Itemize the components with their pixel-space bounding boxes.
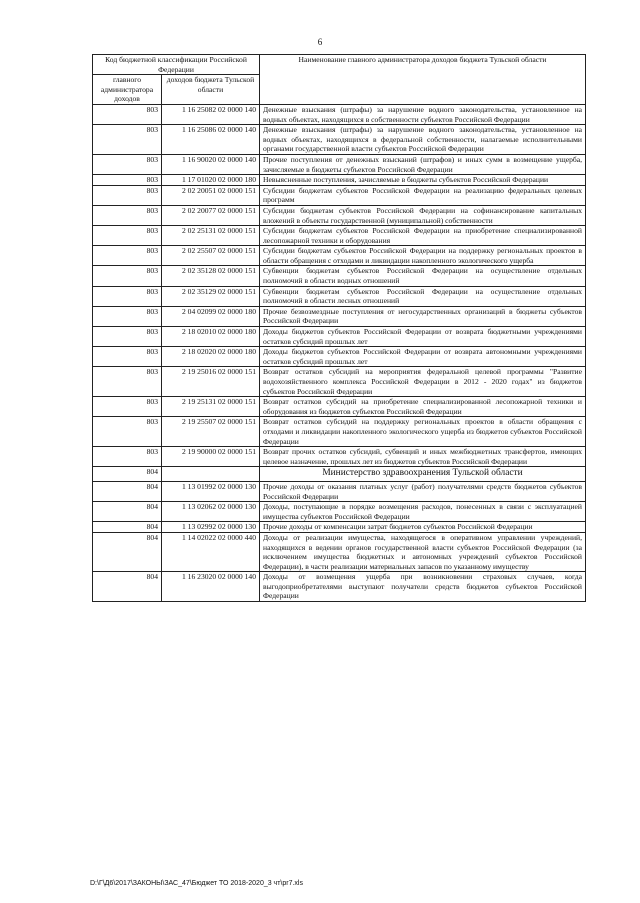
page-number: 6 [317,37,323,47]
table-row [93,205,586,225]
admin-code-cell: 804 [93,481,162,501]
table-row [93,417,586,447]
admin-code-cell: 803 [93,367,162,397]
table-row [93,154,586,174]
income-name-cell: Невыясненные поступления, зачисляемые в бюджеты субъектов Российской Федерации [260,175,586,186]
income-code-cell: 1 16 25082 02 0000 140 [162,104,260,124]
admin-code-cell: 804 [93,532,162,571]
header-admin-column: главного администратора доходов [93,75,162,105]
admin-code-cell: 803 [93,266,162,286]
table-row [93,226,586,246]
income-code-cell: 2 18 02010 02 0000 180 [162,327,260,347]
income-name-cell: Доходы бюджетов субъектов Российской Федерации от возврата автономными учреждениями остатков субсидий прошлых лет [260,347,586,367]
income-code-cell: 1 16 25086 02 0000 140 [162,125,260,155]
admin-code-cell: 803 [93,226,162,246]
income-code-cell: 1 16 23020 02 0000 140 [162,572,260,602]
footer-file-path: D:\Г\Д6\2017\ЗАКОНЫ\ЗАС_47\Бюджет ТО 2018-2020_3 чт\pr7.xls [90,880,303,887]
admin-code-cell: 804 [93,467,162,482]
income-name-cell: Возврат остатков субсидий на поддержку региональных проектов в области обращения с отходами и ликвидации накопленного экологического ущерба из бюджетов субъектов Российской Федерации [260,417,586,447]
income-name-cell: Субсидии бюджетам субъектов Российской Федерации на софинансирование капитальных вложений в объекты государственной (муниципальной) собственности [260,205,586,225]
admin-code-cell: 803 [93,154,162,174]
income-name-cell: Субвенции бюджетам субъектов Российской Федерации на осуществление отдельных полномочий в области лесных отношений [260,286,586,306]
income-name-cell: Доходы от возмещения ущерба при возникновении страховых случаев, когда выгодоприобретателями выступают получатели средств бюджетов субъектов Российской Федерации [260,572,586,602]
section-title-cell: Министерство здравоохранения Тульской области [260,467,586,482]
income-code-cell: 2 02 35129 02 0000 151 [162,286,260,306]
table-row [93,367,586,397]
header-code-group: Код бюджетной классификации Российской Федерации [93,55,260,75]
income-code-cell: 2 19 25507 02 0000 151 [162,417,260,447]
admin-code-cell: 803 [93,397,162,417]
table-row [93,125,586,155]
income-code-cell: 2 19 25131 02 0000 151 [162,397,260,417]
admin-code-cell: 803 [93,327,162,347]
admin-code-cell: 803 [93,306,162,326]
admin-code-cell: 803 [93,104,162,124]
table-row [93,572,586,602]
admin-code-cell: 803 [93,246,162,266]
income-code-cell [162,467,260,482]
income-name-cell: Прочие безвозмездные поступления от негосударственных организаций в бюджеты субъектов Российской Федерации [260,306,586,326]
income-name-cell: Субсидии бюджетам субъектов Российской Федерации на поддержку региональных проектов в области обращения с отходами и ликвидации накопленного экологического ущерба [260,246,586,266]
table-row [93,306,586,326]
income-code-cell: 1 13 01992 02 0000 130 [162,481,260,501]
income-name-cell: Возврат остатков субсидий на мероприятия федеральной целевой программы "Развитие водохозяйственного комплекса Российской Федерации в 2012 - 2020 годах" из бюджетов субъектов Российской Федерации [260,367,586,397]
admin-code-cell: 803 [93,286,162,306]
income-name-cell: Прочие поступления от денежных взысканий (штрафов) и иных сумм в возмещение ущерба, зачисляемые в бюджеты субъектов Российской Федерации [260,154,586,174]
income-code-cell: 2 02 25131 02 0000 151 [162,226,260,246]
table-row [93,185,586,205]
table-row [93,522,586,533]
income-code-cell: 1 14 02022 02 0000 440 [162,532,260,571]
income-code-cell: 2 02 20077 02 0000 151 [162,205,260,225]
income-name-cell: Субсидии бюджетам субъектов Российской Федерации на приобретение специализированной лесопожарной техники и оборудования [260,226,586,246]
table-row [93,447,586,467]
income-name-cell: Доходы, поступающие в порядке возмещения расходов, понесенных в связи с эксплуатацией имущества субъектов Российской Федерации [260,502,586,522]
admin-code-cell: 803 [93,347,162,367]
income-code-cell: 2 02 20051 02 0000 151 [162,185,260,205]
table-row [93,502,586,522]
income-name-cell: Возврат остатков субсидий на приобретение специализированной лесопожарной техники и оборудования из бюджетов субъектов Российской Федерации [260,397,586,417]
admin-code-cell: 804 [93,522,162,533]
income-name-cell: Прочие доходы от оказания платных услуг (работ) получателями средств бюджетов субъектов Российской Федерации [260,481,586,501]
admin-code-cell: 803 [93,125,162,155]
header-income-column: доходов бюджета Тульской области [162,75,260,105]
income-name-cell: Доходы бюджетов субъектов Российской Федерации от возврата бюджетными учреждениями остатков субсидий прошлых лет [260,327,586,347]
income-name-cell: Возврат прочих остатков субсидий, субвенций и иных межбюджетных трансфертов, имеющих целевое назначение, прошлых лет из бюджетов субъектов Российской Федерации [260,447,586,467]
admin-code-cell: 803 [93,447,162,467]
budget-classification-table [92,54,586,602]
income-code-cell: 2 02 35128 02 0000 151 [162,266,260,286]
table-row [93,397,586,417]
admin-code-cell: 803 [93,205,162,225]
income-name-cell: Прочие доходы от компенсации затрат бюджетов субъектов Российской Федерации [260,522,586,533]
admin-code-cell: 804 [93,572,162,602]
income-name-cell: Субвенции бюджетам субъектов Российской Федерации на осуществление отдельных полномочий в области водных отношений [260,266,586,286]
income-code-cell: 2 04 02099 02 0000 180 [162,306,260,326]
income-code-cell: 1 16 90020 02 0000 140 [162,154,260,174]
header-name-column: Наименование главного администратора доходов бюджета Тульской области [260,55,586,105]
admin-code-cell: 803 [93,417,162,447]
table-row [93,286,586,306]
section-row [93,467,586,482]
table-row [93,246,586,266]
table-row [93,175,586,186]
income-name-cell: Денежные взыскания (штрафы) за нарушение водного законодательства, установленное на водных объектах, находящихся в собственности субъектов Российской Федерации [260,104,586,124]
income-code-cell: 1 13 02992 02 0000 130 [162,522,260,533]
income-name-cell: Доходы от реализации имущества, находящегося в оперативном управлении учреждений, находящихся в ведении органов государственной власти субъектов Российской Федерации (за исключением имущества бюджетных и автономных учреждений субъектов Российской Федерации), в части реализации материальных запасов по указанному имуществу [260,532,586,571]
admin-code-cell: 803 [93,185,162,205]
income-code-cell: 1 17 01020 02 0000 180 [162,175,260,186]
table-row [93,266,586,286]
admin-code-cell: 804 [93,502,162,522]
table-row [93,532,586,571]
income-name-cell: Субсидии бюджетам субъектов Российской Федерации на реализацию федеральных целевых программ [260,185,586,205]
income-code-cell: 2 02 25507 02 0000 151 [162,246,260,266]
table-row [93,327,586,347]
table-row [93,347,586,367]
income-code-cell: 2 18 02020 02 0000 180 [162,347,260,367]
income-code-cell: 2 19 25016 02 0000 151 [162,367,260,397]
table-row [93,481,586,501]
income-name-cell: Денежные взыскания (штрафы) за нарушение водного законодательства, установленное на водных объектах, находящихся в федеральной собственности, налагаемые исполнительными органами государственной власти субъектов Российской Федерации [260,125,586,155]
admin-code-cell: 803 [93,175,162,186]
table-row [93,104,586,124]
income-code-cell: 1 13 02062 02 0000 130 [162,502,260,522]
income-code-cell: 2 19 90000 02 0000 151 [162,447,260,467]
